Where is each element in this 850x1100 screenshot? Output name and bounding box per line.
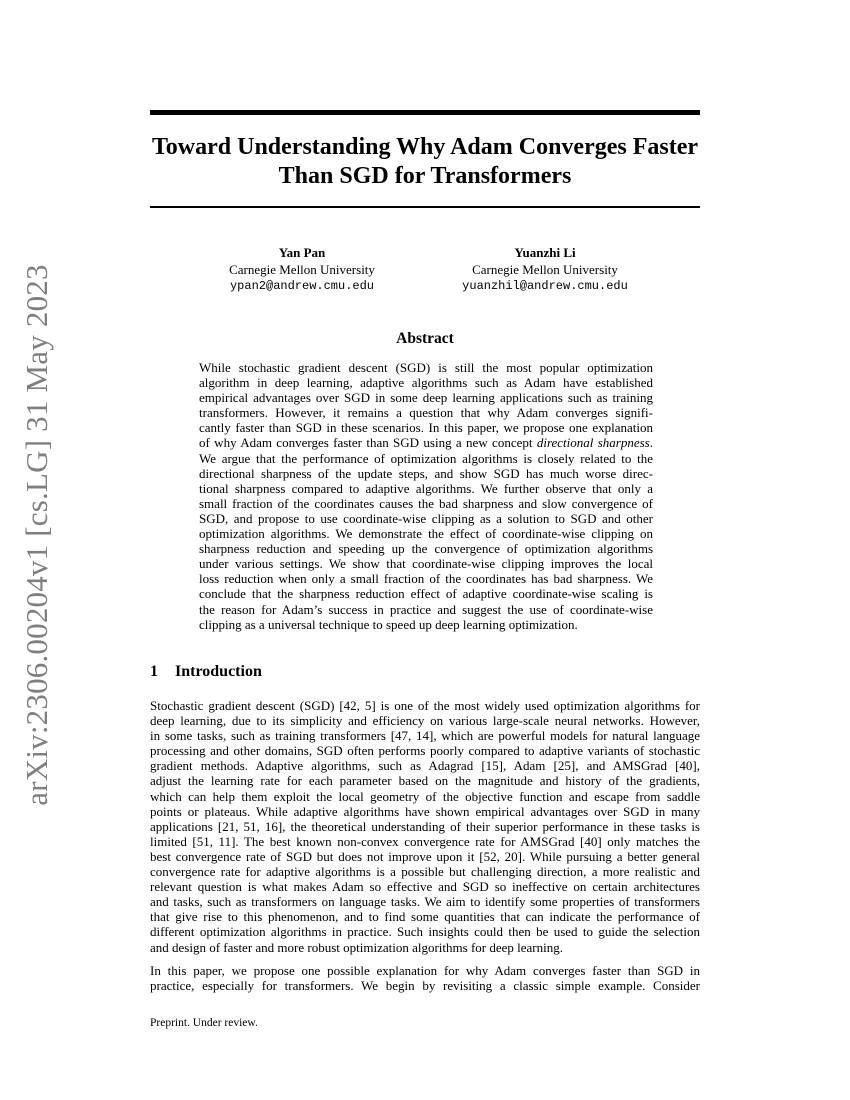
paragraph-line: practice, especially for transformers. We begin by revisiting a classic simple example. Consider [150,978,700,994]
abstract-line: We argue that the performance of optimization algorithms is closely related to the [199,450,653,466]
paragraph-line: and tasks, such as transformers on language tasks. We aim to identify some properties of transformers [150,894,700,910]
paragraph-line: and design of faster and more robust optimization algorithms for deep learning. [150,939,563,955]
paragraph-line: best convergence rate of SGD but does not improve upon it [52, 20]. While pursuing a better general [150,848,700,864]
abstract-line: loss reduction when only a small fraction of the coordinates has bad sharpness. We [199,571,653,587]
title-top-rule [150,110,700,115]
paragraph-line: points or plateaus. While adaptive algorithms have shown empirical advantages over SGD in many [150,803,700,819]
abstract-line: directional sharpness of the update steps, and show SGD has much worse direc- [199,465,653,481]
title-bottom-rule [150,206,700,208]
paragraph-line: that give rise to this phenomenon, and to find some quantities that can indicate the performance of [150,909,700,925]
paragraph-line: In this paper, we propose one possible explanation for why Adam converges faster than SGD in [150,963,700,978]
paragraph-line: limited [51, 11]. The best known non-convex convergence rate for AMSGrad [40] only matches the [150,833,700,849]
abstract-line-emphasis [199,435,653,450]
section-number: 1 [150,663,158,680]
abstract-line: transformers. However, it remains a question that why Adam converges signifi- [199,405,653,421]
abstract-line: algorithm in deep learning, adaptive algorithms such as Adam have established [199,375,653,391]
paragraph-line: Stochastic gradient descent (SGD) [42, 5] is one of the most widely used optimization algorithms for [150,698,700,713]
section-heading [150,663,262,681]
abstract-line: tional sharpness compared to adaptive algorithms. We further observe that only a [199,480,653,496]
paragraph-line: applications [21, 51, 16], the theoretical understanding of their superior performance in these tasks is [150,818,700,834]
abstract-line: clipping as a universal technique to speed up deep learning optimization. [199,616,578,632]
abstract-line: sharpness reduction and speeding up the convergence of optimization algorithms [199,541,653,557]
paragraph-line: convergence rate for adaptive algorithms is a possible but challenging direction, a more realistic and [150,864,700,880]
abstract-body [199,360,653,632]
intro-paragraph [150,963,700,993]
title-line-1: Toward Understanding Why Adam Converges Faster [151,134,699,160]
paper-title [150,133,700,191]
abstract-line: conclude that the sharpness reduction effect of adaptive coordinate-wise scaling is [199,586,653,602]
abstract-line: cantly faster than SGD in these scenarios. In this paper, we propose one explanation [199,420,653,436]
author-block [425,244,665,295]
paragraph-line: different optimization algorithms in practice. Such insights could then be used to guide the selection [150,924,700,940]
abstract-line: small fraction of the coordinates causes the bad sharpness and slow convergence of [199,495,653,511]
section-title: Introduction [175,663,262,680]
author-affiliation: Carnegie Mellon University [472,262,618,277]
paragraph-line: gradient methods. Adaptive algorithms, such as Adagrad [15], Adam [25], and AMSGrad [40], [150,758,700,774]
abstract-heading: Abstract [396,330,454,347]
paragraph-line: adjust the learning rate for each parameter based on the magnitude and history of the gradients, [150,773,700,789]
title-line-2: Than SGD for Transformers [278,163,572,189]
paragraph-line: processing and other domains, SGD often performs poorly compared to adaptive variants of stochastic [150,743,700,759]
abstract-line: under various settings. We show that coordinate-wise clipping improves the local [199,556,653,572]
abstract-line: SGD, and propose to use coordinate-wise clipping as a solution to SGD and other [199,510,653,526]
paragraph-line: deep learning, due to its simplicity and efficiency on various large-scale neural networks. However, [150,713,700,729]
author-name: Yuanzhi Li [514,245,576,260]
abstract-text: of why Adam converges faster than SGD using a new concept [199,435,537,451]
author-email[interactable]: yuanzhil@andrew.cmu.edu [462,279,628,293]
arxiv-identifier: arXiv:2306.00204v1 [cs.LG] 31 May 2023 [19,264,54,806]
author-email[interactable]: ypan2@andrew.cmu.edu [229,279,375,293]
paragraph-line: relevant question is what makes Adam so effective and SGD so ineffective on certain architectures [150,879,700,895]
paragraph-line: which can help them exploit the local geometry of the objective function and escape from saddle [150,788,700,804]
paragraph-line: in some tasks, such as training transformers [47, 14], which are powerful models for natural language [150,728,700,744]
abstract-text: . [649,435,653,451]
directional-sharpness-term: directional sharpness [536,435,650,451]
intro-paragraph [150,698,700,955]
preprint-footer: Preprint. Under review. [150,1017,258,1029]
author-name: Yan Pan [278,245,326,260]
author-block [182,244,422,295]
abstract-line: the reason for Adam’s success in practice and suggest the use of coordinate-wise [199,601,653,617]
abstract-line: optimization algorithms. We demonstrate the effect of coordinate-wise clipping on [199,526,653,542]
author-affiliation: Carnegie Mellon University [229,262,375,277]
abstract-line: empirical advantages over SGD in some deep learning applications such as training [199,390,653,406]
abstract-line: While stochastic gradient descent (SGD) is still the most popular optimization [199,360,653,375]
